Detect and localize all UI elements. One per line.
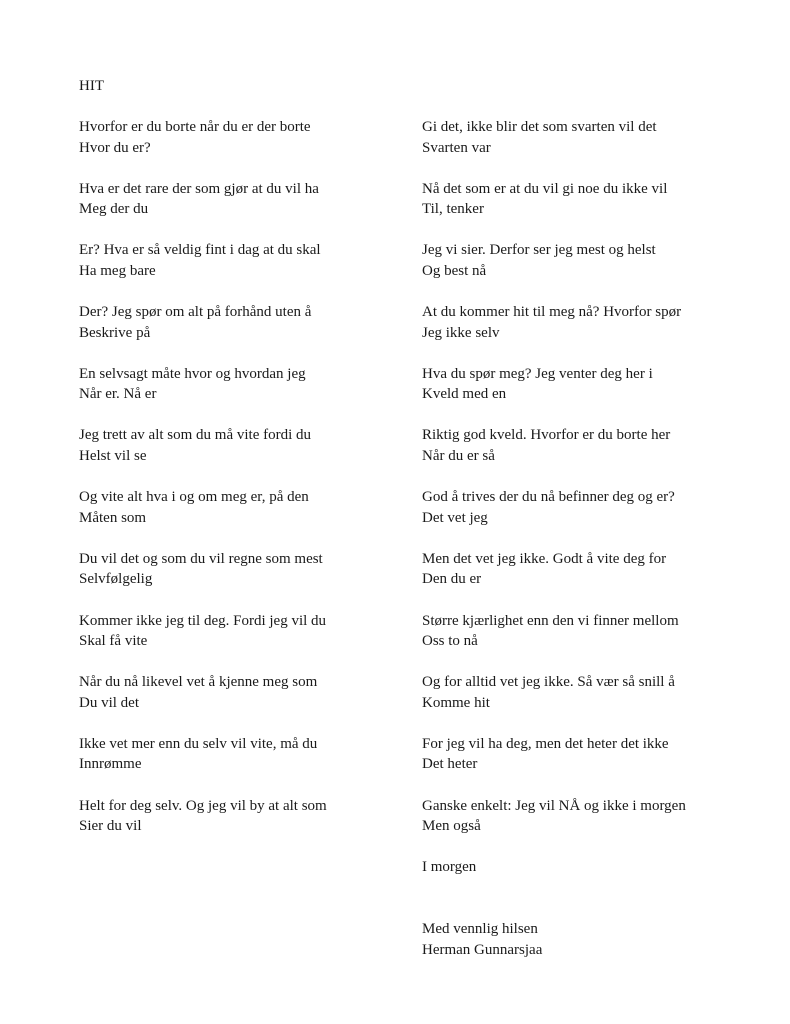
stanza [422, 672, 762, 713]
poem-line: Hva er det rare der som gjør at du vil ha [79, 180, 319, 197]
poem-line: Meg der du [79, 201, 149, 218]
poem-line: Og vite alt hva i og om meg er, på den [79, 489, 309, 506]
poem-line: Du vil det og som du vil regne som mest [79, 550, 323, 567]
poem-title: HIT [79, 78, 104, 94]
poem-line: Komme hit [422, 694, 490, 711]
stanza [79, 672, 399, 713]
poem-line: Kveld med en [422, 386, 507, 403]
poem-line: Riktig god kveld. Hvorfor er du borte her [422, 427, 671, 444]
poem-line: Selvfølgelig [79, 571, 153, 588]
poem-line: En selvsagt måte hvor og hvordan jeg [79, 365, 306, 382]
poem-line: Hvorfor er du borte når du er der borte [79, 119, 311, 135]
stanza [79, 425, 399, 466]
stanza [422, 302, 762, 343]
poem-line: Når du nå likevel vet å kjenne meg som [79, 674, 318, 691]
poem-line: God å trives der du nå befinner deg og er? [422, 489, 675, 506]
poem-line: Innrømme [79, 756, 142, 773]
stanza [422, 857, 762, 898]
poem-line: Når er. Nå er [79, 386, 157, 403]
poem-line: Helt for deg selv. Og jeg vil by at alt som [79, 797, 327, 814]
poem-line: Ikke vet mer enn du selv vil vite, må du [79, 735, 318, 752]
poem-line: Oss to nå [422, 633, 478, 650]
stanza [79, 611, 399, 652]
poem-line: At du kommer hit til meg nå? Hvorfor spør [422, 304, 682, 321]
poem-line: Ganske enkelt: Jeg vil NÅ og ikke i morgen [422, 797, 686, 814]
poem-line: Jeg vi sier. Derfor ser jeg mest og helst [422, 242, 656, 259]
poem-line: Helst vil se [79, 448, 147, 465]
poem-line: Gi det, ikke blir det som svarten vil det [422, 119, 657, 135]
stanza [79, 240, 399, 281]
poem-line: Den du er [422, 571, 482, 588]
stanza [422, 425, 762, 466]
poem-line: Større kjærlighet enn den vi finner mellom [422, 612, 679, 629]
stanza [422, 179, 762, 220]
stanza [422, 364, 762, 405]
poem-line: Men det vet jeg ikke. Godt å vite deg for [422, 550, 667, 567]
poem-line: Du vil det [79, 694, 139, 711]
stanza [422, 117, 762, 158]
poem-line: Der? Jeg spør om alt på forhånd uten å [79, 304, 312, 321]
stanza [422, 549, 762, 590]
poem-line: Jeg ikke selv [422, 324, 500, 341]
poem-line: Ha meg bare [79, 262, 156, 279]
stanza [79, 549, 399, 590]
poem-line: Beskrive på [79, 324, 151, 341]
poem-line: Måten som [79, 509, 147, 526]
poem-line: Jeg trett av alt som du må vite fordi du [79, 427, 312, 444]
poem-line: Med vennlig hilsen [422, 920, 538, 937]
poem-line: Svarten var [422, 139, 491, 156]
poem-line: Når du er så [422, 448, 495, 465]
stanza [422, 240, 762, 281]
poem-line: Er? Hva er så veldig fint i dag at du skal [79, 242, 321, 259]
stanza [79, 364, 399, 405]
poem-line: Til, tenker [422, 201, 484, 218]
poem-line: Hvor du er? [79, 139, 151, 156]
poem-line: Kommer ikke jeg til deg. Fordi jeg vil du [79, 612, 327, 629]
stanza [79, 487, 399, 528]
stanza [79, 796, 399, 837]
stanza [422, 734, 762, 775]
stanza [422, 487, 762, 528]
poem-line: Nå det som er at du vil gi noe du ikke vil [422, 180, 668, 197]
stanza [79, 179, 399, 220]
stanza [79, 302, 399, 343]
stanza [79, 117, 399, 158]
poem-line: Det vet jeg [422, 509, 488, 526]
poem-line: Hva du spør meg? Jeg venter deg her i [422, 365, 653, 382]
poem-line: Men også [422, 818, 481, 835]
poem-line: Skal få vite [79, 633, 148, 650]
stanza [422, 919, 762, 960]
poem-line: Det heter [422, 756, 478, 773]
poem-line: For jeg vil ha deg, men det heter det ikke [422, 735, 669, 752]
poem-line: Sier du vil [79, 818, 142, 835]
right-column [422, 117, 762, 981]
poem-line: Herman Gunnarsjaa [422, 941, 543, 958]
stanza [422, 611, 762, 652]
poem-line: Og for alltid vet jeg ikke. Så vær så snill å [422, 674, 675, 691]
poem-line: I morgen [422, 859, 477, 876]
poem-line: Og best nå [422, 262, 487, 279]
left-column [79, 117, 399, 857]
stanza [422, 796, 762, 837]
stanza [79, 734, 399, 775]
